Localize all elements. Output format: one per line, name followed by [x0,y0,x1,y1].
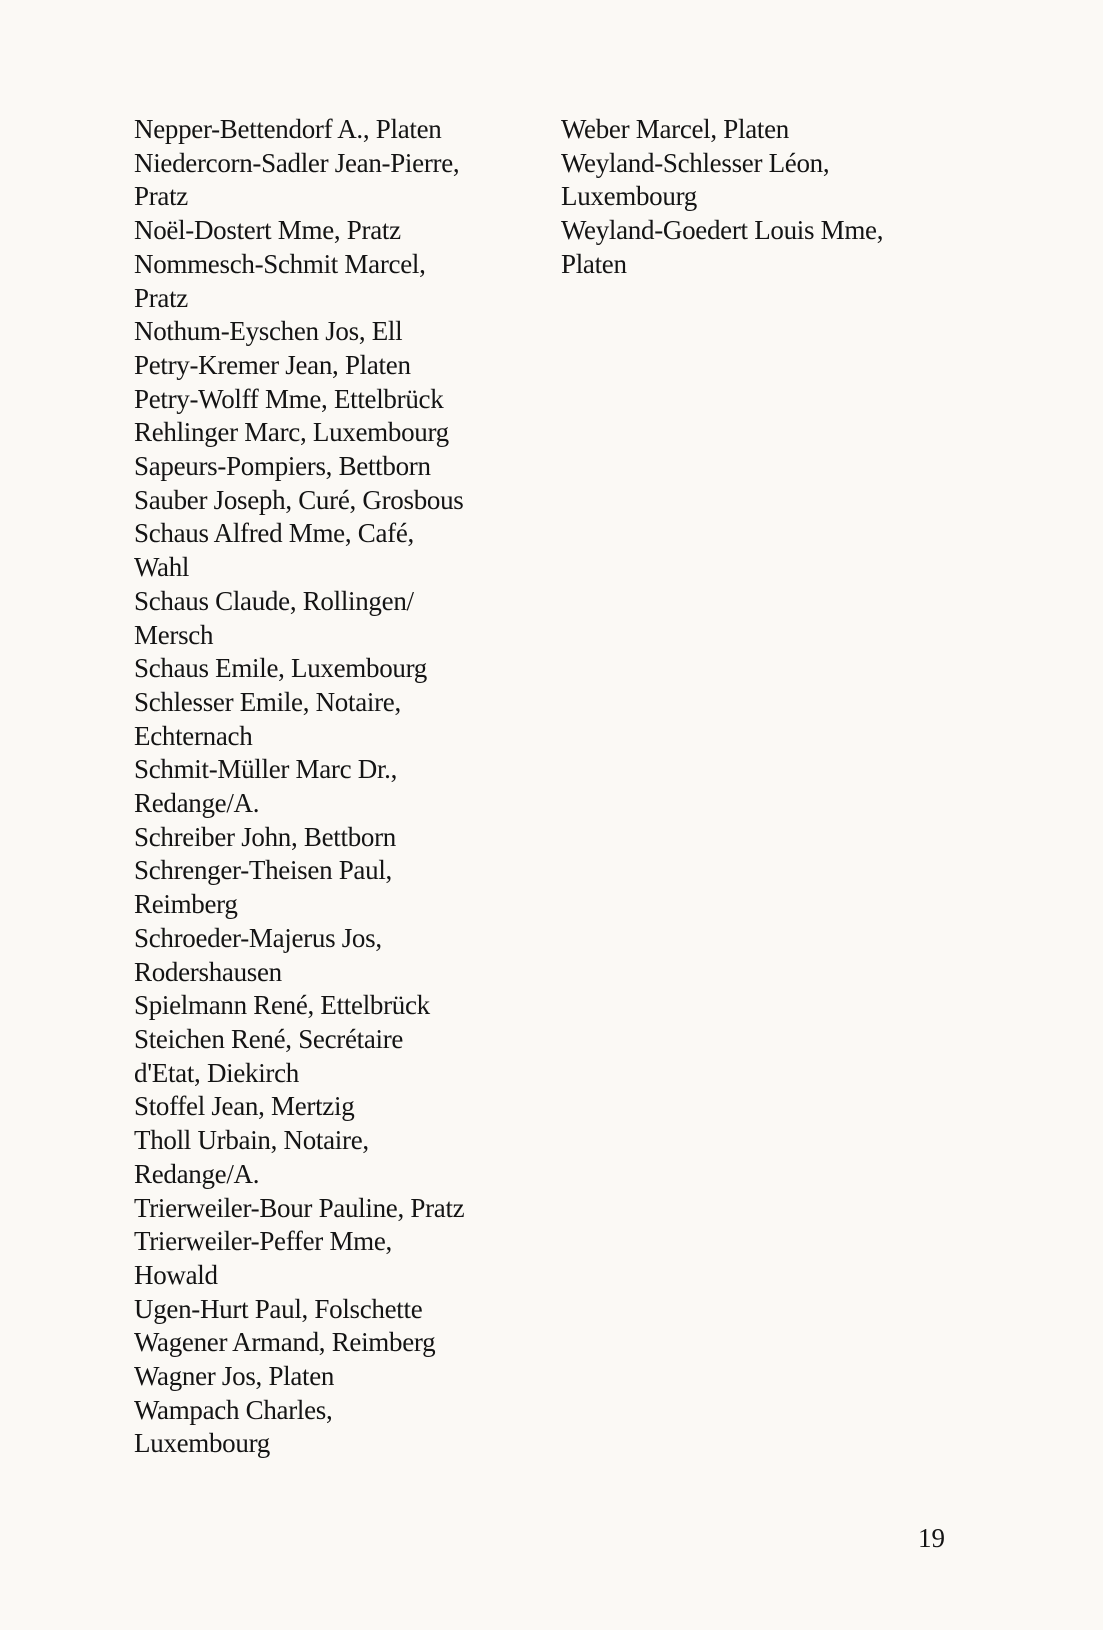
list-item: Petry-Kremer Jean, Platen [134,349,411,380]
page-number: 19 [918,1523,945,1553]
list-item: Weyland-Goedert Louis Mme, [561,215,884,246]
list-item: Wampach Charles, [134,1394,333,1425]
list-item: Luxembourg [561,181,697,212]
list-item: Schrenger-Theisen Paul, [134,855,392,886]
list-item: Howald [134,1259,218,1290]
list-item: Spielmann René, Ettelbrück [134,990,430,1021]
list-item: Wahl [134,552,190,583]
list-item: Nepper-Bettendorf A., Platen [134,114,442,144]
list-item: Stoffel Jean, Mertzig [134,1091,355,1122]
list-item: Weber Marcel, Platen [561,114,789,144]
list-item: Weyland-Schlesser Léon, [561,147,830,178]
list-item: Echternach [134,720,253,751]
list-item: Pratz [134,181,188,212]
list-item: Trierweiler-Bour Pauline, Pratz [134,1192,465,1223]
list-item: Ugen-Hurt Paul, Folschette [134,1293,423,1324]
list-item: Wagener Armand, Reimberg [134,1327,436,1358]
list-item: Schreiber John, Bettborn [134,821,396,852]
list-item: Luxembourg [134,1428,270,1459]
list-item: Schaus Emile, Luxembourg [134,653,428,684]
list-item: Schlesser Emile, Notaire, [134,686,401,717]
right-column-list [561,113,961,282]
list-item: d'Etat, Diekirch [134,1057,300,1088]
left-column-list [134,113,534,1461]
list-item: Redange/A. [134,788,260,819]
list-item: Schaus Alfred Mme, Café, [134,518,414,549]
list-item: Reimberg [134,889,238,920]
list-item: Schmit-Müller Marc Dr., [134,754,398,785]
list-item: Platen [561,248,627,279]
list-item: Sapeurs-Pompiers, Bettborn [134,451,431,482]
list-item: Schaus Claude, Rollingen/ [134,585,414,616]
list-item: Schroeder-Majerus Jos, [134,922,382,953]
list-item: Redange/A. [134,1158,260,1189]
list-item: Noël-Dostert Mme, Pratz [134,215,401,246]
list-item: Tholl Urbain, Notaire, [134,1125,369,1156]
list-item: Trierweiler-Peffer Mme, [134,1226,392,1257]
list-item: Rodershausen [134,956,282,987]
list-item: Mersch [134,619,214,650]
list-item: Petry-Wolff Mme, Ettelbrück [134,383,444,414]
list-item: Wagner Jos, Platen [134,1361,335,1392]
list-item: Niedercorn-Sadler Jean-Pierre, [134,147,460,178]
list-item: Steichen René, Secrétaire [134,1023,404,1054]
list-item: Nothum-Eyschen Jos, Ell [134,316,403,347]
list-item: Pratz [134,282,188,313]
list-item: Nommesch-Schmit Marcel, [134,248,426,279]
list-item: Rehlinger Marc, Luxembourg [134,417,449,448]
list-item: Sauber Joseph, Curé, Grosbous [134,484,464,515]
